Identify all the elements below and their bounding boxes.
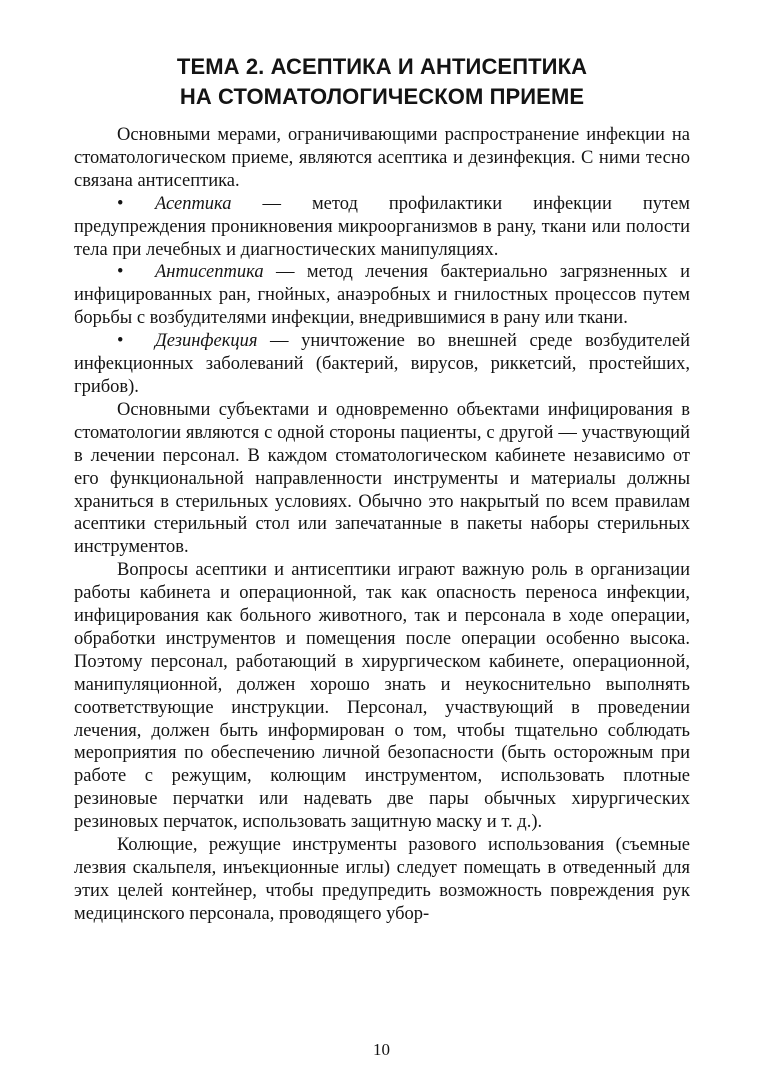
paragraph-questions: Вопросы асептики и антисептики играют важную роль в организации работы кабинета и операционной, так как опасность переноса инфекции, инфицирования как больного животного, так и персонала в ходе операции, обработки инструментов и помещения после операции особенно высока. Поэтому персонал, работающий в хирургическом кабинете, операционной, манипуляционной, должен хорошо знать и неукоснительно выполнять соответствующие инструкции. Персонал, участвующий в проведении лечения, должен быть информирован о том, чтобы тщательно соблюдать мероприятия по обеспечению личной безопасности (быть осторожным при работе с режущим, колющим инструментом, использовать плотные резиновые перчатки или надевать две пары обычных хирургических резиновых перчаток, использовать защитную маску и т. д.). <box>74 560 690 833</box>
bullet-marker: • <box>117 262 124 283</box>
term-disinfection: Дезинфекция <box>155 331 258 352</box>
term-asepsis: Асептика <box>155 193 232 214</box>
term-antisepsis: Антисептика <box>155 262 264 283</box>
page-title <box>74 52 690 112</box>
paragraph-subjects: Основными субъектами и одновременно объектами инфицирования в стоматологии являются с одной стороны пациенты, с другой — участвующий в лечении персонал. В каждом стоматологическом кабинете независимо от его функциональной направленности инструменты и материалы должны храниться в стерильных условиях. Обычно это накрытый по всем правилам асептики стерильный стол или запечатанные в пакеты наборы стерильных инструментов. <box>74 399 690 558</box>
bullet-antisepsis <box>74 261 690 330</box>
bullet-asepsis <box>74 193 690 262</box>
bullet-disinfection <box>74 330 690 399</box>
page-number: 10 <box>373 1040 390 1059</box>
title-line-2: НА СТОМАТОЛОГИЧЕСКОМ ПРИЕМЕ <box>179 84 585 109</box>
intro-paragraph: Основными мерами, ограничивающими распространение инфекции на стоматологическом приеме, являются асептика и дезинфекция. С ними тесно связана антисептика. <box>74 125 690 191</box>
body-text <box>74 124 690 926</box>
bullet-marker: • <box>117 331 124 352</box>
definition-disinfection: — уничтожение во внешней среде возбудителей инфекционных заболеваний (бактерий, вирусов, риккетсий, простейших, грибов). <box>74 331 690 397</box>
title-line-1: ТЕМА 2. АСЕПТИКА И АНТИСЕПТИКА <box>176 54 588 79</box>
document-page <box>74 52 690 926</box>
paragraph-sharps: Колющие, режущие инструменты разового использования (съемные лезвия скальпеля, инъекционные иглы) следует помещать в отведенный для этих целей контейнер, чтобы предупредить возможность повреждения рук медицинского персонала, проводящего убор- <box>74 835 690 924</box>
definition-antisepsis: — метод лечения бактериально загрязненных и инфицированных ран, гнойных, анаэробных и гнилостных процессов путем борьбы с возбудителями инфекции, внедрившимися в рану или ткани. <box>74 262 690 329</box>
bullet-marker: • <box>117 193 124 214</box>
definition-asepsis: — метод профилактики инфекции путем предупреждения проникновения микроорганизмов в рану, ткани или полости тела при лечебных и диагностических манипуляциях. <box>74 193 690 260</box>
